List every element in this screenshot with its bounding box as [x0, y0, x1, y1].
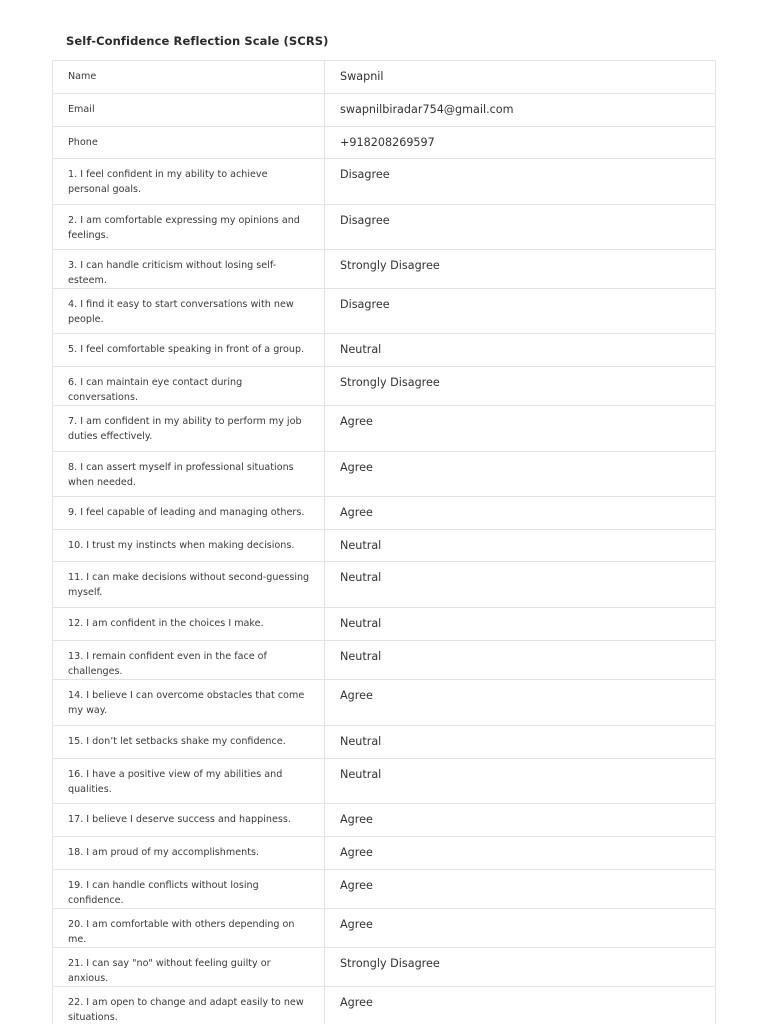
- field-label: 6. I can maintain eye contact during conversations.: [53, 367, 325, 406]
- field-value: Swapnil: [325, 61, 716, 94]
- field-value: Neutral: [325, 608, 716, 641]
- field-value: Disagree: [325, 159, 716, 205]
- field-value: swapnilbiradar754@gmail.com: [325, 94, 716, 127]
- table-row: [53, 641, 716, 680]
- response-rows: [53, 61, 716, 1024]
- field-label: 15. I don’t let setbacks shake my confidence.: [53, 726, 325, 759]
- table-row: [53, 289, 716, 334]
- field-value: Strongly Disagree: [325, 367, 716, 406]
- table-row: [53, 987, 716, 1024]
- field-value: Strongly Disagree: [325, 948, 716, 987]
- field-label: 19. I can handle conflicts without losing confidence.: [53, 870, 325, 909]
- table-row: [53, 127, 716, 159]
- table-row: [53, 608, 716, 641]
- field-value: Strongly Disagree: [325, 250, 716, 289]
- field-label: 10. I trust my instincts when making decisions.: [53, 530, 325, 562]
- field-value: Agree: [325, 870, 716, 909]
- field-value: Disagree: [325, 289, 716, 334]
- field-value: Neutral: [325, 641, 716, 680]
- table-row: [53, 909, 716, 948]
- response-table: [52, 60, 716, 1024]
- field-value: Neutral: [325, 759, 716, 804]
- field-label: Name: [53, 61, 325, 94]
- field-label: 18. I am proud of my accomplishments.: [53, 837, 325, 870]
- page-title: Self-Confidence Reflection Scale (SCRS): [66, 34, 329, 48]
- field-value: Neutral: [325, 726, 716, 759]
- field-label: 7. I am confident in my ability to perform my job duties effectively.: [53, 406, 325, 452]
- field-label: 2. I am comfortable expressing my opinions and feelings.: [53, 205, 325, 250]
- table-row: [53, 759, 716, 804]
- table-row: [53, 562, 716, 608]
- field-label: 5. I feel comfortable speaking in front of a group.: [53, 334, 325, 367]
- field-value: Agree: [325, 406, 716, 452]
- field-value: Neutral: [325, 562, 716, 608]
- table-row: [53, 94, 716, 127]
- field-label: 17. I believe I deserve success and happiness.: [53, 804, 325, 837]
- field-value: Disagree: [325, 205, 716, 250]
- table-row: [53, 159, 716, 205]
- field-value: +918208269597: [325, 127, 716, 159]
- field-label: Phone: [53, 127, 325, 159]
- field-label: Email: [53, 94, 325, 127]
- field-value: Agree: [325, 987, 716, 1024]
- field-label: 22. I am open to change and adapt easily to new situations.: [53, 987, 325, 1024]
- field-label: 12. I am confident in the choices I make.: [53, 608, 325, 641]
- field-value: Agree: [325, 497, 716, 530]
- field-label: 3. I can handle criticism without losing self-esteem.: [53, 250, 325, 289]
- field-label: 9. I feel capable of leading and managing others.: [53, 497, 325, 530]
- table-row: [53, 250, 716, 289]
- field-value: Agree: [325, 837, 716, 870]
- field-label: 1. I feel confident in my ability to achieve personal goals.: [53, 159, 325, 205]
- field-value: Neutral: [325, 530, 716, 562]
- table-row: [53, 870, 716, 909]
- field-value: Neutral: [325, 334, 716, 367]
- table-row: [53, 948, 716, 987]
- field-value: Agree: [325, 452, 716, 497]
- table-row: [53, 452, 716, 497]
- table-row: [53, 367, 716, 406]
- field-label: 20. I am comfortable with others depending on me.: [53, 909, 325, 948]
- field-label: 21. I can say "no" without feeling guilty or anxious.: [53, 948, 325, 987]
- field-label: 4. I find it easy to start conversations with new people.: [53, 289, 325, 334]
- field-label: 16. I have a positive view of my abilities and qualities.: [53, 759, 325, 804]
- field-label: 13. I remain confident even in the face of challenges.: [53, 641, 325, 680]
- field-value: Agree: [325, 909, 716, 948]
- table-row: [53, 334, 716, 367]
- table-row: [53, 205, 716, 250]
- field-label: 14. I believe I can overcome obstacles that come my way.: [53, 680, 325, 726]
- field-value: Agree: [325, 804, 716, 837]
- table-row: [53, 406, 716, 452]
- table-row: [53, 726, 716, 759]
- table-row: [53, 497, 716, 530]
- table-row: [53, 61, 716, 94]
- table-row: [53, 680, 716, 726]
- field-label: 11. I can make decisions without second-guessing myself.: [53, 562, 325, 608]
- field-value: Agree: [325, 680, 716, 726]
- table-row: [53, 837, 716, 870]
- table-row: [53, 530, 716, 562]
- field-label: 8. I can assert myself in professional situations when needed.: [53, 452, 325, 497]
- table-row: [53, 804, 716, 837]
